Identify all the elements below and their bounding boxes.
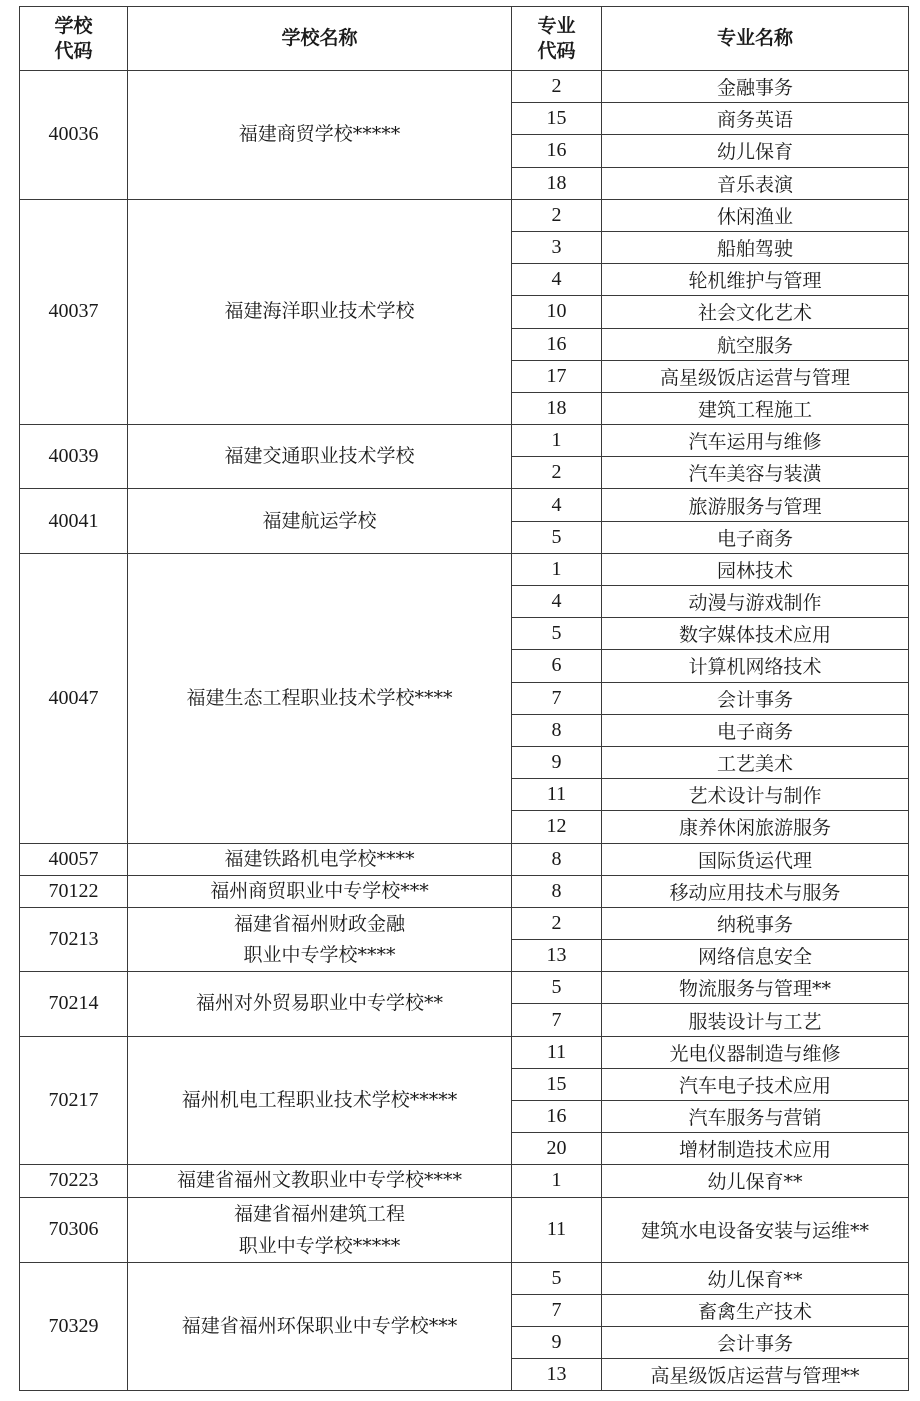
major-code-cell: 12: [512, 811, 602, 843]
major-code-cell: 1: [512, 425, 602, 457]
major-code-cell: 5: [512, 972, 602, 1004]
school-code-cell: 40041: [20, 489, 128, 553]
major-code-cell: 13: [512, 940, 602, 972]
major-code-cell: 9: [512, 746, 602, 778]
major-code-cell: 2: [512, 71, 602, 103]
major-name-cell: 旅游服务与管理: [602, 489, 909, 521]
major-code-cell: 8: [512, 843, 602, 875]
header-major-name: 专业名称: [602, 7, 909, 71]
major-name-cell: 幼儿保育: [602, 135, 909, 167]
major-code-cell: 18: [512, 167, 602, 199]
major-name-cell: 幼儿保育**: [602, 1262, 909, 1294]
school-name-cell: [128, 843, 512, 875]
major-name-cell: 动漫与游戏制作: [602, 586, 909, 618]
major-name-cell: 服装设计与工艺: [602, 1004, 909, 1036]
school-name-text: 福州对外贸易职业中专学校**: [195, 992, 443, 1015]
major-code-cell: 7: [512, 1004, 602, 1036]
header-major-code-text: 专业 代码: [537, 14, 576, 62]
major-name-cell: 园林技术: [602, 553, 909, 585]
major-code-cell: 4: [512, 489, 602, 521]
major-name-cell: 网络信息安全: [602, 940, 909, 972]
major-code-cell: 7: [512, 1294, 602, 1326]
header-school-code-text: 学校 代码: [54, 14, 93, 62]
major-code-cell: 4: [512, 586, 602, 618]
major-name-cell: 金融事务: [602, 71, 909, 103]
school-name-text: 福建省福州建筑工程 职业中专学校*****: [233, 1202, 405, 1257]
table-body: [20, 71, 909, 1391]
major-name-cell: 电子商务: [602, 521, 909, 553]
major-code-cell: 13: [512, 1359, 602, 1391]
table-row: [20, 425, 909, 457]
school-name-text: 福建生态工程职业技术学校****: [186, 686, 453, 709]
school-name-cell: [128, 199, 512, 424]
major-code-cell: 11: [512, 1036, 602, 1068]
school-name-cell: [128, 907, 512, 971]
major-code-cell: 7: [512, 682, 602, 714]
major-name-cell: 物流服务与管理**: [602, 972, 909, 1004]
major-code-cell: 8: [512, 875, 602, 907]
table-row: [20, 1197, 909, 1262]
table-row: [20, 489, 909, 521]
major-name-cell: 幼儿保育**: [602, 1165, 909, 1197]
major-name-cell: 计算机网络技术: [602, 650, 909, 682]
school-code-cell: 70306: [20, 1197, 128, 1262]
school-name-cell: [128, 972, 512, 1036]
major-name-cell: 建筑水电设备安装与运维**: [602, 1197, 909, 1262]
school-code-cell: 70217: [20, 1036, 128, 1165]
major-name-cell: 高星级饭店运营与管理**: [602, 1359, 909, 1391]
major-name-cell: 高星级饭店运营与管理: [602, 360, 909, 392]
major-name-cell: 康养休闲旅游服务: [602, 811, 909, 843]
major-code-cell: 1: [512, 553, 602, 585]
major-name-cell: 建筑工程施工: [602, 392, 909, 424]
table-row: [20, 907, 909, 939]
school-name-text: 福建海洋职业技术学校: [224, 300, 415, 323]
major-code-cell: 8: [512, 714, 602, 746]
major-code-cell: 3: [512, 231, 602, 263]
major-code-cell: 5: [512, 521, 602, 553]
major-code-cell: 15: [512, 1068, 602, 1100]
major-name-cell: 数字媒体技术应用: [602, 618, 909, 650]
major-name-cell: 艺术设计与制作: [602, 779, 909, 811]
table-row: [20, 875, 909, 907]
major-code-cell: 11: [512, 1197, 602, 1262]
school-code-cell: 40039: [20, 425, 128, 489]
table-row: [20, 1165, 909, 1197]
school-code-cell: 70214: [20, 972, 128, 1036]
table-row: [20, 1036, 909, 1068]
school-name-text: 福州商贸职业中专学校***: [210, 879, 429, 902]
major-name-cell: 汽车运用与维修: [602, 425, 909, 457]
header-row: [20, 7, 909, 71]
major-code-cell: 2: [512, 907, 602, 939]
major-name-cell: 轮机维护与管理: [602, 264, 909, 296]
major-name-cell: 移动应用技术与服务: [602, 875, 909, 907]
header-school-code: [20, 7, 128, 71]
school-name-cell: [128, 1165, 512, 1197]
major-code-cell: 18: [512, 392, 602, 424]
school-name-text: 福建交通职业技术学校: [224, 445, 415, 468]
major-code-cell: 2: [512, 457, 602, 489]
table-row: [20, 843, 909, 875]
major-code-cell: 5: [512, 1262, 602, 1294]
major-name-cell: 商务英语: [602, 103, 909, 135]
major-name-cell: 汽车电子技术应用: [602, 1068, 909, 1100]
school-name-cell: [128, 1036, 512, 1165]
major-name-cell: 会计事务: [602, 1326, 909, 1358]
school-name-cell: [128, 489, 512, 553]
school-name-cell: [128, 425, 512, 489]
major-code-cell: 2: [512, 199, 602, 231]
major-code-cell: 4: [512, 264, 602, 296]
school-code-cell: 70223: [20, 1165, 128, 1197]
major-code-cell: 9: [512, 1326, 602, 1358]
major-name-cell: 电子商务: [602, 714, 909, 746]
school-code-cell: 40047: [20, 553, 128, 843]
major-name-cell: 纳税事务: [602, 907, 909, 939]
major-code-cell: 10: [512, 296, 602, 328]
major-name-cell: 休闲渔业: [602, 199, 909, 231]
major-code-cell: 11: [512, 779, 602, 811]
major-code-cell: 6: [512, 650, 602, 682]
header-school-name: 学校名称: [128, 7, 512, 71]
major-code-cell: 1: [512, 1165, 602, 1197]
table-row: [20, 1262, 909, 1294]
school-name-text: 福建省福州文教职业中专学校****: [176, 1169, 462, 1192]
major-name-cell: 船舶驾驶: [602, 231, 909, 263]
school-name-text: 福建商贸学校*****: [238, 123, 401, 146]
major-name-cell: 汽车服务与营销: [602, 1101, 909, 1133]
school-name-text: 福建省福州财政金融 职业中专学校****: [233, 912, 405, 966]
major-code-cell: 17: [512, 360, 602, 392]
school-name-text: 福建铁路机电学校****: [224, 847, 415, 870]
school-name-text: 福建省福州环保职业中专学校***: [181, 1314, 458, 1337]
major-name-cell: 畜禽生产技术: [602, 1294, 909, 1326]
school-major-table: [19, 6, 909, 1391]
major-name-cell: 光电仪器制造与维修: [602, 1036, 909, 1068]
school-code-cell: 70122: [20, 875, 128, 907]
school-name-cell: [128, 875, 512, 907]
major-name-cell: 音乐表演: [602, 167, 909, 199]
major-code-cell: 20: [512, 1133, 602, 1165]
table-row: [20, 553, 909, 585]
table-row: [20, 199, 909, 231]
school-name-text: 福建航运学校: [262, 509, 377, 532]
major-name-cell: 工艺美术: [602, 746, 909, 778]
table-row: [20, 71, 909, 103]
school-code-cell: 40036: [20, 71, 128, 200]
header-major-code: [512, 7, 602, 71]
school-name-text: 福州机电工程职业技术学校*****: [181, 1089, 458, 1111]
major-code-cell: 16: [512, 328, 602, 360]
major-name-cell: 社会文化艺术: [602, 296, 909, 328]
school-code-cell: 70329: [20, 1262, 128, 1391]
school-code-cell: 40057: [20, 843, 128, 875]
school-name-cell: [128, 553, 512, 843]
school-name-cell: [128, 71, 512, 200]
major-code-cell: 16: [512, 1101, 602, 1133]
major-name-cell: 汽车美容与装潢: [602, 457, 909, 489]
school-code-cell: 40037: [20, 199, 128, 424]
major-name-cell: 会计事务: [602, 682, 909, 714]
major-name-cell: 国际货运代理: [602, 843, 909, 875]
major-name-cell: 增材制造技术应用: [602, 1133, 909, 1165]
school-name-cell: [128, 1197, 512, 1262]
school-code-cell: 70213: [20, 907, 128, 971]
table-row: [20, 972, 909, 1004]
major-code-cell: 15: [512, 103, 602, 135]
major-code-cell: 5: [512, 618, 602, 650]
school-name-cell: [128, 1262, 512, 1391]
major-code-cell: 16: [512, 135, 602, 167]
major-name-cell: 航空服务: [602, 328, 909, 360]
